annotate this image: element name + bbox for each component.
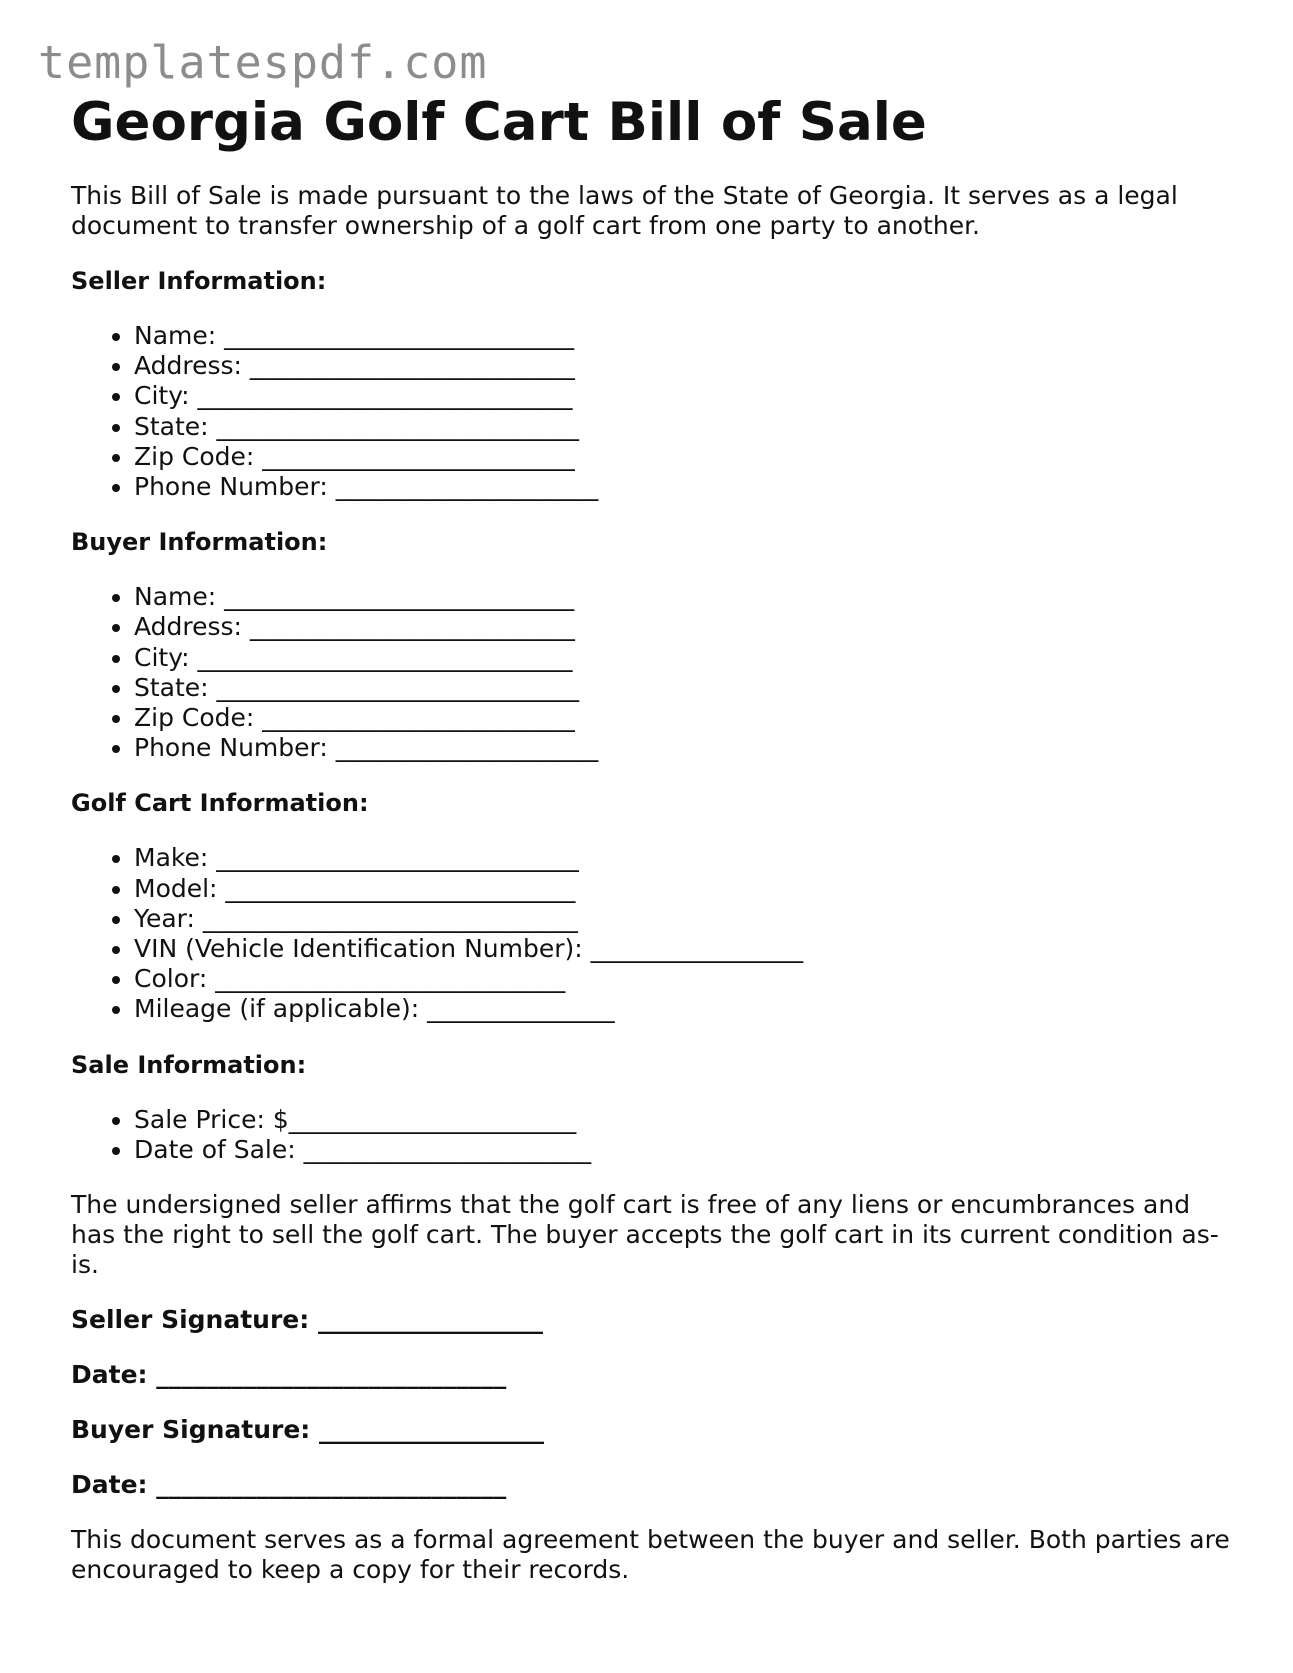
seller-field-list: [71, 321, 1231, 502]
cart-mileage-field: • Mileage (if applicable): _______________: [134, 994, 1231, 1024]
buyer-signature-line: Buyer Signature: __________________: [71, 1415, 545, 1445]
cart-vin-field: • VIN (Vehicle Identification Number): _________________: [134, 934, 1231, 964]
cart-make-field: • Make: _____________________________: [134, 843, 1231, 873]
buyer-city-field: • City: ______________________________: [134, 643, 1231, 673]
buyer-name-field: • Name: ____________________________: [134, 582, 1231, 612]
seller-zip-field: • Zip Code: _________________________: [134, 442, 1231, 472]
seller-city-field: • City: ______________________________: [134, 381, 1231, 411]
seller-state-field: • State: _____________________________: [134, 412, 1231, 442]
watermark: templatespdf.com: [38, 36, 488, 89]
document-body: [71, 88, 1231, 1585]
seller-name-field: • Name: ____________________________: [134, 321, 1231, 351]
seller-signature-line: Seller Signature: __________________: [71, 1305, 543, 1335]
seller-phone-field: • Phone Number: _____________________: [134, 472, 1231, 502]
buyer-date-line: Date: ____________________________: [71, 1470, 507, 1500]
intro-paragraph: This Bill of Sale is made pursuant to the laws of the State of Georgia. It serves as a legal document to transfer ownership of a golf cart from one party to another.: [71, 181, 1178, 240]
sale-heading: Sale Information:: [71, 1050, 307, 1079]
buyer-phone-field: • Phone Number: _____________________: [134, 733, 1231, 763]
seller-heading: Seller Information:: [71, 267, 327, 295]
cart-field-list: [71, 843, 1231, 1024]
seller-address-field: • Address: __________________________: [134, 351, 1231, 381]
affirmation-paragraph: The undersigned seller affirms that the golf cart is free of any liens or encumbrances and has the right to sell the golf cart. The buyer accepts the golf cart in its current condition as-is.: [71, 1190, 1219, 1280]
sale-price-field: • Sale Price: $_______________________: [134, 1105, 1231, 1135]
cart-heading: Golf Cart Information:: [71, 789, 369, 818]
cart-model-field: • Model: ____________________________: [134, 874, 1231, 904]
seller-date-line: Date: ____________________________: [71, 1360, 507, 1390]
buyer-heading: Buyer Information:: [71, 528, 328, 557]
cart-color-field: • Color: ____________________________: [134, 964, 1231, 994]
closing-paragraph: This document serves as a formal agreement between the buyer and seller. Both parties are encouraged to keep a copy for their records.: [71, 1525, 1230, 1585]
buyer-zip-field: • Zip Code: _________________________: [134, 703, 1231, 733]
document-title: Georgia Golf Cart Bill of Sale: [71, 92, 927, 153]
buyer-field-list: [71, 582, 1231, 763]
sale-field-list: [71, 1105, 1231, 1165]
buyer-state-field: • State: _____________________________: [134, 673, 1231, 703]
sale-date-field: • Date of Sale: _______________________: [134, 1135, 1231, 1165]
buyer-address-field: • Address: __________________________: [134, 612, 1231, 642]
cart-year-field: • Year: ______________________________: [134, 904, 1231, 934]
